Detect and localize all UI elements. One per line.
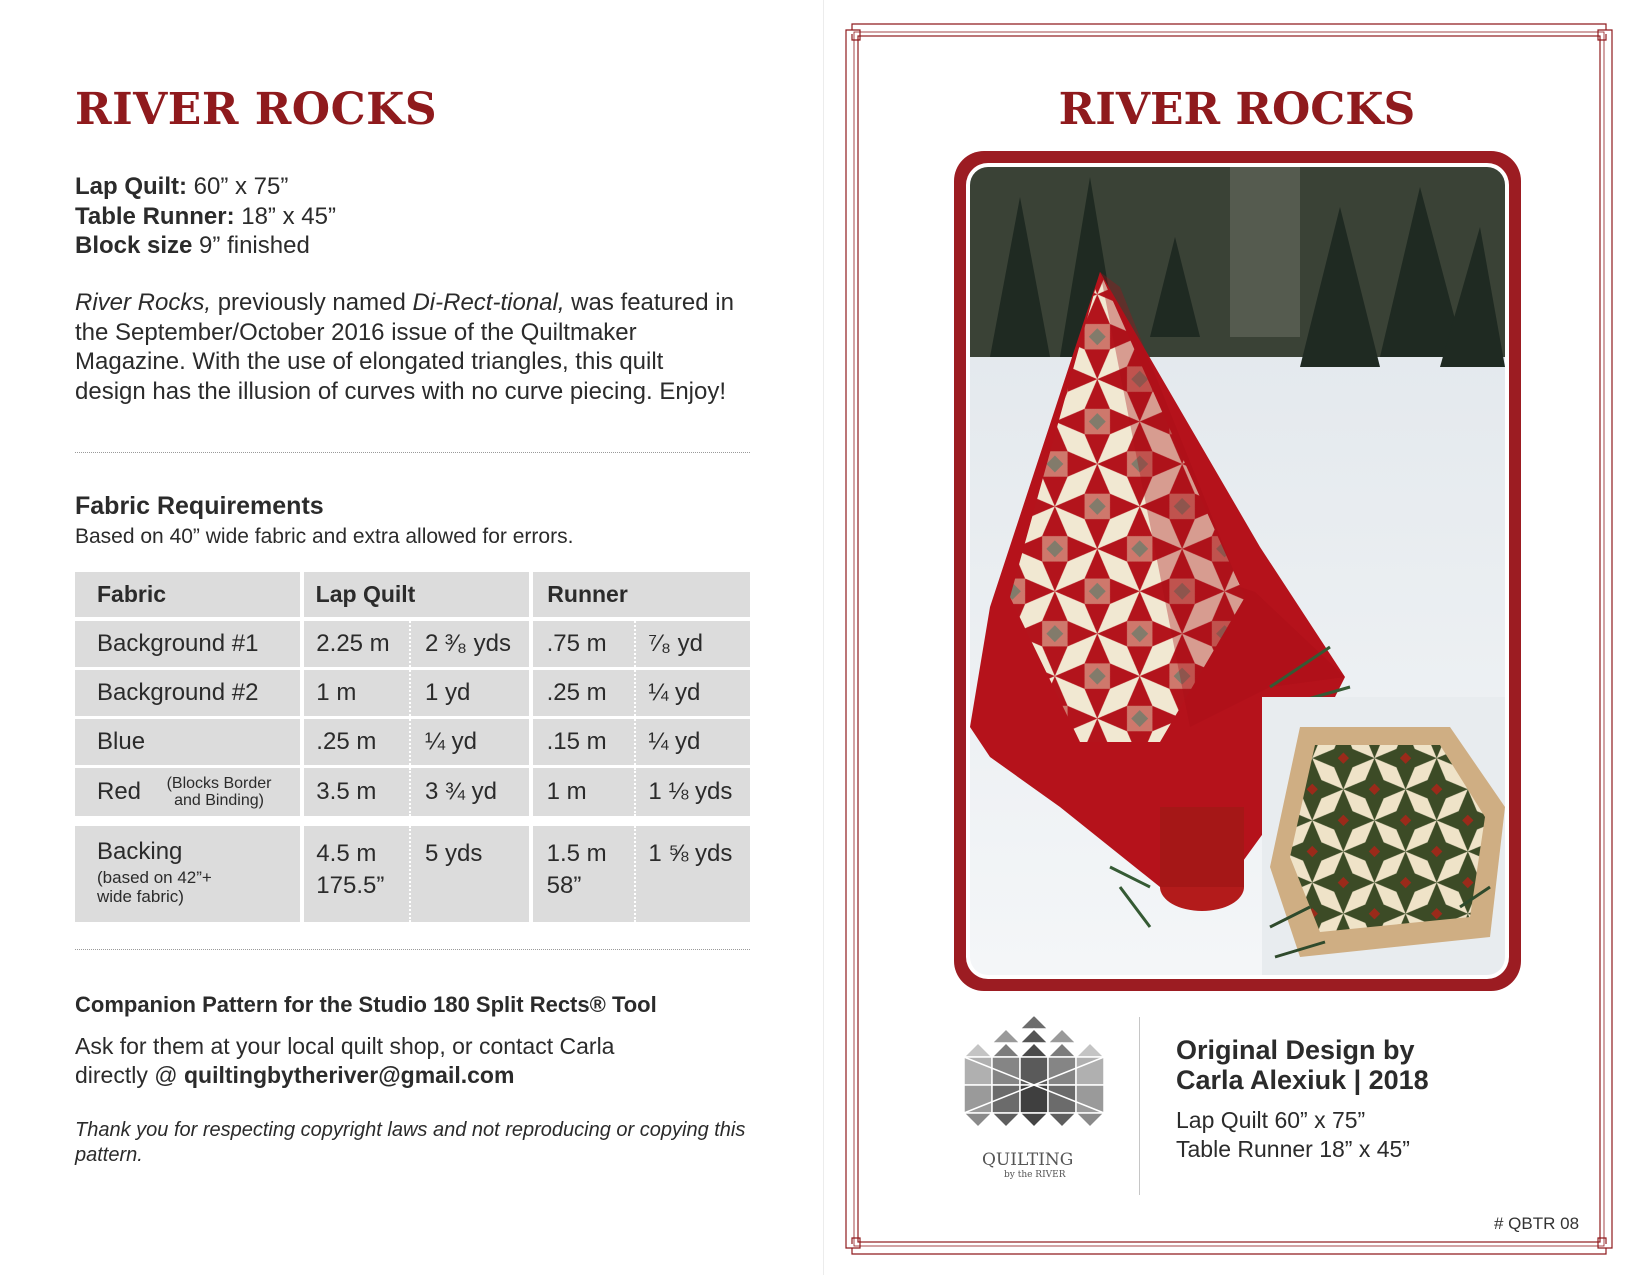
quilt-photo [970, 167, 1505, 975]
spec-block-size: Block size 9” finished [75, 232, 310, 259]
designer-credit: Original Design by Carla Alexiuk | 2018 [1176, 1035, 1429, 1095]
runner-yards: 1 ⅝ yds [634, 826, 750, 922]
fabric-requirements-title: Fabric Requirements [75, 492, 324, 520]
email-link[interactable]: quiltingbytheriver@gmail.com [183, 1062, 515, 1088]
spec-table-runner: Table Runner: 18” x 45” [75, 202, 336, 230]
copyright-note: Thank you for respecting copyright laws and not reproducing or copying this pattern. [75, 1119, 746, 1166]
companion-title: Companion Pattern for the Studio 180 Split Rects® Tool [75, 992, 657, 1017]
left-page [0, 0, 823, 1275]
table-row [75, 621, 750, 667]
quilt-photo-frame [954, 151, 1521, 991]
size-specs [75, 172, 336, 261]
lap-meters: .25 m [304, 719, 409, 765]
header-lap-quilt: Lap Quilt [304, 572, 530, 617]
divider [75, 949, 750, 950]
fabric-name: Blue [75, 719, 300, 765]
table-header [75, 572, 750, 617]
lap-meters: 4.5 m 175.5” [304, 826, 409, 922]
runner-yards: 1 ⅛ yds [634, 768, 750, 816]
lap-meters: 3.5 m [304, 768, 409, 816]
fabric-name: Background #2 [75, 670, 300, 716]
runner-meters: 1.5 m 58” [533, 826, 635, 922]
runner-meters: 1 m [533, 768, 635, 816]
fabric-requirements-subtitle: Based on 40” wide fabric and extra allowed for errors. [75, 525, 574, 548]
lap-yards: 5 yds [409, 826, 529, 922]
spec-lap-quilt: Lap Quilt: 60” x 75” [75, 173, 289, 200]
runner-meters: .15 m [533, 719, 635, 765]
runner-yards: ¼ yd [634, 719, 750, 765]
table-row [75, 719, 750, 765]
logo-word-2: by the RIVER [1004, 1170, 1066, 1180]
fabric-name-red: Red [97, 778, 142, 805]
divider [75, 452, 750, 453]
lap-meters: 1 m [304, 670, 409, 716]
pattern-code: # QBTR 08 [1494, 1214, 1580, 1233]
cover-title: RIVER ROCKS [1058, 84, 1416, 135]
lap-yards: 1 yd [409, 670, 529, 716]
quilt-photo-image [970, 167, 1505, 975]
fabric-name [75, 768, 300, 816]
runner-yards: ¼ yd [634, 670, 750, 716]
lap-yards: 3 ¾ yd [409, 768, 529, 816]
fabric-name: Background #1 [75, 621, 300, 667]
table-row [75, 670, 750, 716]
page-title: RIVER ROCKS [75, 84, 438, 135]
logo-word-1: QUILTING [982, 1150, 1074, 1170]
quilting-by-the-river-logo [962, 1015, 1107, 1195]
runner-meters: .25 m [533, 670, 635, 716]
fabric-name-backing: Backing [97, 838, 183, 865]
table-row-backing [75, 826, 750, 922]
lap-yards: 2 ³⁄₈ yds [409, 621, 529, 667]
runner-meters: .75 m [533, 621, 635, 667]
header-runner: Runner [533, 572, 750, 617]
right-page [824, 0, 1650, 1275]
size-summary: Lap Quilt 60” x 75” Table Runner 18” x 45” [1176, 1107, 1410, 1162]
header-fabric: Fabric [75, 572, 300, 617]
lap-meters: 2.25 m [304, 621, 409, 667]
logo-graphic [962, 1015, 1107, 1195]
lap-yards: ¼ yd [409, 719, 529, 765]
vertical-divider [1139, 1017, 1140, 1195]
fabric-name [75, 826, 300, 922]
intro-paragraph: River Rocks, previously named Di-Rect-tional, was featured in the September/October 2016 issue of the Quiltmaker Magazine. With the use of elongated triangles, this quilt design has the illusion of curves with no curve piecing. Enjoy! [75, 289, 734, 405]
fabric-note: (Blocks Border and Binding) [166, 775, 272, 809]
fabric-note: (based on 42”+ wide fabric) [97, 868, 212, 906]
runner-yards: ⁷⁄₈ yd [634, 621, 750, 667]
table-row [75, 768, 750, 816]
companion-text: Ask for them at your local quilt shop, or contact Carla directly @ quiltingbytheriver@gmail.com [75, 1033, 615, 1088]
